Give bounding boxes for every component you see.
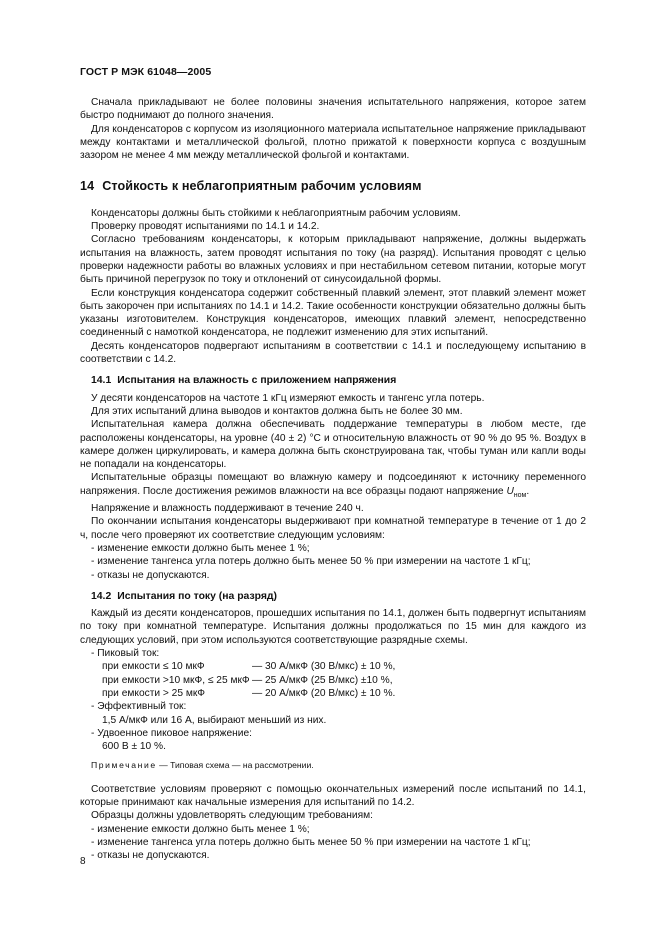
page-number: 8	[80, 856, 86, 867]
list-value: 600 В ± 10 %.	[102, 741, 166, 753]
section-14-heading	[80, 180, 586, 193]
page-content	[80, 96, 586, 862]
section-14-2-heading	[91, 590, 586, 603]
subsection-title: Испытания по току (на разряд)	[117, 590, 277, 602]
list-item: - изменение емкости должно быть менее 1 %;	[91, 823, 310, 835]
list-item: - отказы не допускаются.	[91, 850, 210, 862]
paragraph: Если конструкция конденсатора содержит собственный плавкий элемент, этот плавкий элемент может быть закорочен при испытаниях по 14.1 и 14.2. Такие особенности конструкции обязательно должны быть указаны изготовителем. Конструкция конденсаторов, имеющих плавкий элемент, непосредственно соединенный с намоткой конденсатора, не подлежит изменению для этих испытаний.	[80, 287, 586, 339]
peak-current-row	[102, 674, 586, 687]
paragraph: Проверку проводят испытаниями по 14.1 и 14.2.	[91, 221, 320, 233]
voltage-subscript: ном	[513, 491, 527, 499]
paragraph	[80, 471, 586, 502]
note-label: Примечание	[91, 760, 157, 771]
paragraph: Испытательная камера должна обеспечивать поддержание температуры в любом месте, где расположены конденсаторы, на уровне (40 ± 2) °С и относительную влажность от 90 % до 95 %. Воздух в камере должен циркулировать, и камера должна быть сконструирована так, чтобы туман или капли воды не попадали на конденсаторы.	[80, 419, 586, 471]
paragraph: Соответствие условиям проверяют с помощью окончательных измерений после испытаний по 14.1, которые принимают как начальные измерения для испытаний по 14.2.	[80, 783, 586, 808]
paragraph: У десяти конденсаторов на частоте 1 кГц измеряют емкость и тангенс угла потерь.	[91, 392, 485, 404]
subsection-title: Испытания на влажность с приложением напряжения	[117, 375, 397, 387]
list-item: - изменение тангенса угла потерь должно быть менее 50 % при измерении на частоте 1 кГц;	[91, 556, 531, 568]
paragraph: Каждый из десяти конденсаторов, прошедших испытания по 14.1, должен быть подвергнут испытаниям по току при комнатной температуре. Испытания должны продолжаться по 15 мин для каждого из следующих условий, при этом используются соответствующие разрядные схемы.	[80, 608, 586, 646]
list-item: - Пиковый ток:	[91, 648, 160, 660]
section-number: 14	[80, 179, 95, 194]
current-value: — 30 А/мкФ (30 В/мкс) ± 10 %,	[252, 661, 396, 673]
paragraph: Десять конденсаторов подвергают испытаниям в соответствии с 14.1 и последующему испытанию в соответствии с 14.2.	[80, 340, 586, 366]
section-14-1-heading	[91, 374, 586, 387]
paragraph: Конденсаторы должны быть стойкими к неблагоприятным рабочим условиям.	[91, 207, 461, 219]
list-value: 1,5 А/мкФ или 16 А, выбирают меньший из них.	[102, 714, 327, 726]
paragraph: Образцы должны удовлетворять следующим требованиям:	[91, 810, 373, 822]
paragraph: Для конденсаторов с корпусом из изоляционного материала испытательное напряжение прикладывают между контактами и металлической фольгой, плотно прижатой к поверхности корпуса с воздушным зазором не менее 4 мм между металлической фольгой и контактами.	[80, 123, 586, 162]
paragraph: Сначала прикладывают не более половины значения испытательного напряжения, которое затем быстро поднимают до полного значения.	[80, 97, 586, 122]
paragraph-text: Испытательные образцы помещают во влажную камеру и подсоединяют к источнику переменного напряжения. После достижения режимов влажности на все образцы подают напряжение	[80, 472, 586, 497]
paragraph: Напряжение и влажность поддерживают в течение 240 ч.	[91, 503, 364, 515]
subsection-number: 14.2	[91, 590, 112, 602]
capacitance-condition: при емкости >10 мкФ, ≤ 25 мкФ	[102, 674, 250, 686]
list-item: - изменение емкости должно быть менее 1 %;	[91, 542, 310, 554]
capacitance-condition: при емкости ≤ 10 мкФ	[102, 661, 205, 673]
voltage-symbol: U	[506, 485, 514, 497]
note-text: — Типовая схема — на рассмотрении.	[156, 760, 314, 771]
list-item: - Удвоенное пиковое напряжение:	[91, 727, 252, 739]
paragraph: Для этих испытаний длина выводов и контактов должна быть не более 30 мм.	[91, 405, 463, 417]
current-value: — 25 А/мкФ (25 В/мкс) ±10 %,	[252, 674, 393, 686]
section-title: Стойкость к неблагоприятным рабочим условиям	[102, 179, 422, 194]
capacitance-condition: при емкости > 25 мкФ	[102, 687, 206, 699]
peak-current-row	[102, 687, 586, 700]
list-item: - отказы не допускаются.	[91, 569, 210, 581]
paragraph: По окончании испытания конденсаторы выдерживают при комнатной температуре в течение от 1 до 2 ч, после чего проверяют их соответствие следующим условиям:	[80, 516, 586, 541]
current-value: — 20 А/мкФ (20 В/мкс) ± 10 %.	[252, 687, 396, 699]
paragraph: Согласно требованиям конденсаторы, к которым прикладывают напряжение, должны выдержать испытания на влажность, затем проводят испытания по току (на разряд). Испытания проводят с целью проверки надежности работы во влажных условиях и при нестабильном сетевом питании, которые могут быть причиной перегрузок по току и отклонений от синусоидальной формы.	[80, 234, 586, 286]
subsection-number: 14.1	[91, 375, 112, 387]
list-item: - изменение тангенса угла потерь должно быть менее 50 % при измерении на частоте 1 кГц;	[91, 836, 531, 848]
peak-current-row	[102, 660, 586, 673]
list-item: - Эффективный ток:	[91, 701, 187, 713]
note	[91, 759, 586, 772]
paragraph-end: .	[526, 485, 530, 497]
document-header: ГОСТ Р МЭК 61048—2005	[80, 66, 212, 78]
